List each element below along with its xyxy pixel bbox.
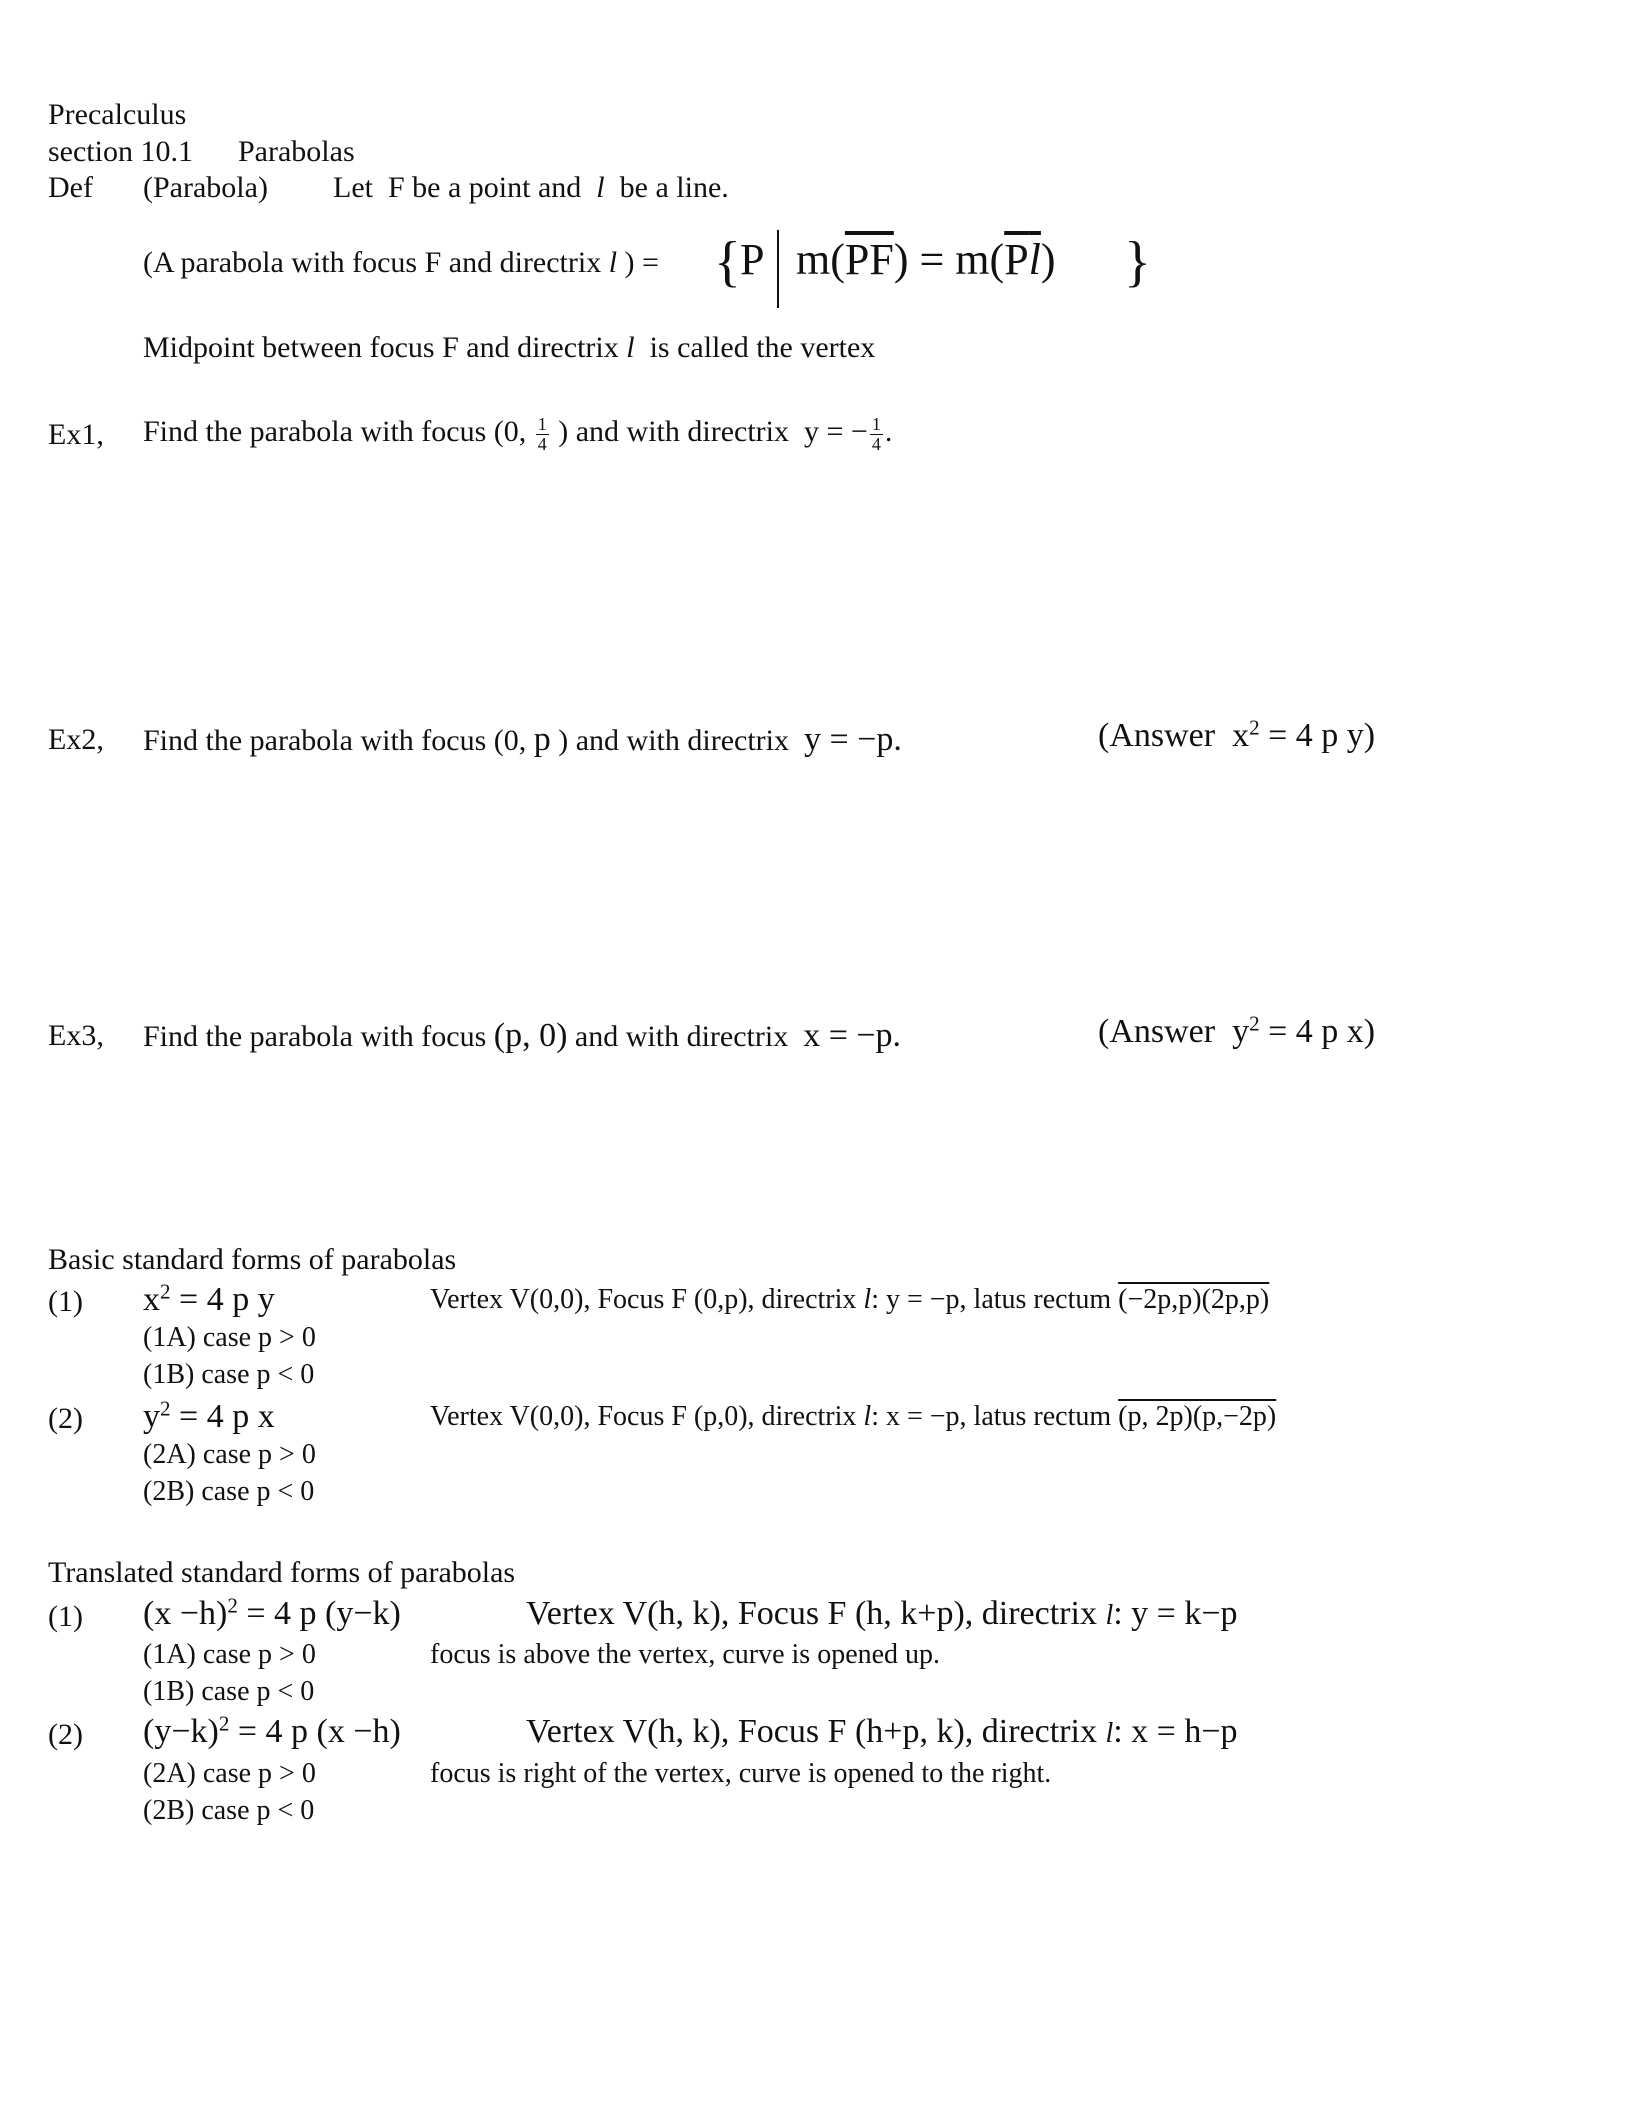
ex2-directrix: y = −p.	[804, 721, 902, 758]
ex2-answer-b: = 4 p y)	[1268, 717, 1376, 754]
latus-rectum: (−2p,p)(2p,p)	[1118, 1284, 1270, 1315]
statement-mid: be a point and	[412, 171, 582, 204]
eq-exp: 2	[160, 1279, 171, 1304]
eq-rest: = 4 p x	[179, 1398, 275, 1435]
set-definition-lhs	[143, 248, 659, 278]
statement-prefix: Let	[333, 171, 373, 204]
ex2-text-b: ) and with directrix	[558, 724, 790, 757]
ex1-end: .	[884, 415, 893, 448]
desc-b: : y = −p, latus rectum	[871, 1284, 1112, 1315]
frac-den: 4	[871, 433, 881, 454]
basic-form-1-equation	[143, 1279, 275, 1318]
example-3-label: Ex3,	[48, 1019, 104, 1052]
eq-rest: = 4 p (y−k)	[246, 1595, 401, 1632]
translated-form-2-num: (2)	[48, 1718, 83, 1751]
ex2-text-a: Find the parabola with focus (0,	[143, 724, 527, 757]
example-2-text	[143, 723, 902, 757]
translated-form-1-case-b: (1B) case p < 0	[143, 1676, 315, 1707]
eq-rest: = 4 p y	[179, 1281, 275, 1318]
line-symbol: l	[863, 1401, 872, 1432]
segment-pl	[1004, 235, 1041, 284]
line-symbol: l	[863, 1284, 872, 1315]
set-close-brace: }	[1124, 231, 1151, 293]
example-1-text	[143, 412, 892, 454]
translated-form-1-case-a: (1A) case p > 0	[143, 1639, 316, 1670]
example-3-text	[143, 1019, 901, 1053]
statement-suffix: be a line.	[619, 171, 729, 204]
ex3-answer-a: (Answer	[1098, 1013, 1216, 1050]
ex2-answer-a: (Answer	[1098, 717, 1216, 754]
ex1-directrix: y = −	[804, 415, 868, 448]
basic-form-2-case-b: (2B) case p < 0	[143, 1476, 315, 1507]
vertex-note-b: is called the vertex	[649, 331, 876, 364]
segment-pl-l: l	[1028, 235, 1041, 284]
eq-exp: 2	[218, 1711, 230, 1736]
line-symbol: l	[1105, 1600, 1114, 1631]
eq-base: (y−k)	[143, 1713, 219, 1750]
translated-form-1-desc	[526, 1597, 1238, 1631]
translated-form-2-case-b: (2B) case p < 0	[143, 1795, 315, 1826]
cond-m1: m(	[796, 235, 845, 284]
line-symbol: l	[1105, 1718, 1114, 1749]
desc-b: : y = k−p	[1113, 1595, 1238, 1632]
ex1-text-b: ) and with directrix	[558, 415, 790, 448]
basic-forms-heading: Basic standard forms of parabolas	[48, 1243, 457, 1276]
frac-den: 4	[537, 433, 547, 454]
eq-base: x	[143, 1281, 160, 1318]
example-2-label: Ex2,	[48, 723, 104, 756]
set-divider	[777, 230, 779, 308]
cond-close: )	[1040, 235, 1056, 284]
ex3-directrix: x = −p.	[803, 1017, 902, 1054]
ex1-text-a: Find the parabola with focus (0,	[143, 415, 527, 448]
ex2-answer-base: x	[1232, 717, 1250, 754]
translated-form-1-note: focus is above the vertex, curve is opened up.	[430, 1639, 941, 1670]
segment-pl-p: P	[1004, 235, 1029, 284]
desc-a: Vertex V(h, k), Focus F (h, k+p), directrix	[526, 1595, 1097, 1632]
desc-a: Vertex V(h, k), Focus F (h+p, k), directrix	[526, 1713, 1097, 1750]
set-lhs-close: ) =	[624, 246, 659, 279]
ex3-answer-exp: 2	[1249, 1011, 1260, 1036]
set-open-brace: {	[714, 231, 741, 293]
fraction-one-quarter	[536, 415, 549, 454]
vertex-note	[143, 333, 875, 363]
cond-eq: ) = m(	[893, 235, 1005, 284]
ex2-focus-var: p	[533, 721, 551, 758]
eq-rest: = 4 p (x −h)	[237, 1713, 401, 1750]
basic-form-2-num: (2)	[48, 1402, 83, 1435]
desc-a: Vertex V(0,0), Focus F (0,p), directrix	[430, 1284, 857, 1315]
set-lhs-text: (A parabola with focus F and directrix	[143, 246, 602, 279]
segment-pf: $\overline{PF}$	[844, 235, 894, 284]
basic-form-1-case-b: (1B) case p < 0	[143, 1359, 315, 1390]
vertex-note-a: Midpoint between focus F and directrix	[143, 331, 619, 364]
section-topic: Parabolas	[238, 135, 355, 168]
basic-form-2-desc	[430, 1403, 1276, 1431]
section-number: section 10.1	[48, 135, 193, 168]
example-1-label: Ex1,	[48, 418, 104, 451]
definition-label: Def	[48, 171, 93, 204]
basic-form-1-desc	[430, 1286, 1269, 1314]
translated-form-2-desc	[526, 1715, 1238, 1749]
frac-num: 1	[537, 413, 547, 434]
line-symbol: l	[608, 246, 618, 279]
eq-base: y	[143, 1398, 160, 1435]
basic-form-1-case-a: (1A) case p > 0	[143, 1322, 316, 1353]
translated-form-2-equation	[143, 1711, 401, 1750]
basic-form-2-case-a: (2A) case p > 0	[143, 1439, 316, 1470]
ex3-answer-base: y	[1232, 1013, 1250, 1050]
line-symbol: l	[626, 331, 635, 364]
translated-form-2-note: focus is right of the vertex, curve is opened to the right.	[430, 1758, 1052, 1789]
basic-form-1-num: (1)	[48, 1285, 83, 1318]
basic-form-2-equation	[143, 1396, 275, 1435]
translated-form-2-case-a: (2A) case p > 0	[143, 1758, 316, 1789]
statement-point: F	[387, 171, 405, 204]
set-condition	[796, 235, 1056, 284]
definition-name: (Parabola)	[143, 171, 268, 204]
example-3-answer	[1098, 1011, 1376, 1050]
frac-num: 1	[871, 413, 881, 434]
ex3-text-a: Find the parabola with focus	[143, 1020, 487, 1053]
ex3-focus: (p, 0)	[493, 1017, 568, 1054]
desc-a: Vertex V(0,0), Focus F (p,0), directrix	[430, 1401, 857, 1432]
translated-forms-heading: Translated standard forms of parabolas	[48, 1556, 516, 1589]
set-variable: P	[740, 235, 765, 284]
ex3-text-b: and with directrix	[574, 1020, 789, 1053]
line-symbol: l	[596, 171, 605, 204]
desc-b: : x = h−p	[1113, 1713, 1238, 1750]
translated-form-1-equation	[143, 1593, 401, 1632]
fraction-one-quarter-neg	[870, 415, 883, 454]
example-2-answer	[1098, 715, 1376, 754]
translated-form-1-num: (1)	[48, 1600, 83, 1633]
ex2-answer-exp: 2	[1249, 715, 1260, 740]
eq-exp: 2	[227, 1593, 238, 1618]
latus-rectum: (p, 2p)(p,−2p)	[1118, 1401, 1277, 1432]
ex3-answer-b: = 4 p x)	[1268, 1013, 1376, 1050]
course-title: Precalculus	[48, 98, 187, 131]
desc-b: : x = −p, latus rectum	[871, 1401, 1112, 1432]
definition-statement	[333, 173, 729, 203]
eq-exp: 2	[160, 1396, 171, 1421]
eq-base: (x −h)	[143, 1595, 228, 1632]
